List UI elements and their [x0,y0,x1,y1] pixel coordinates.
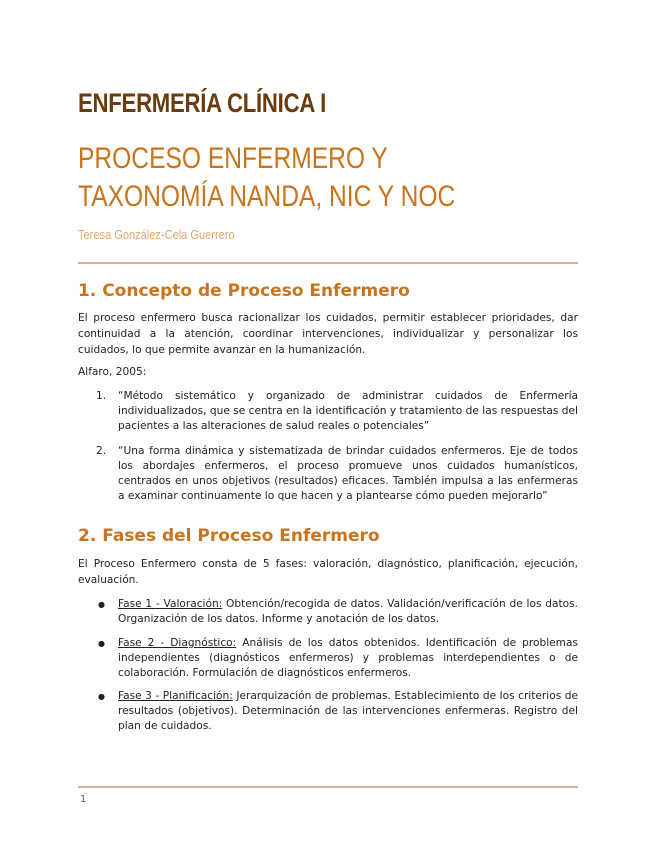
bullet-icon: ● [98,692,105,701]
numbered-item [96,444,578,504]
bullet-item [98,597,578,627]
phase-text: Jerarquización de problemas. Establecimiento de los criterios de resultados (objetivos). Determinación de las intervenciones enfermeras. Registro del plan de cuidados. [118,690,578,732]
item-number: 1. [96,390,107,402]
phase-label: Fase 1 - Valoración: [118,598,223,610]
bullet-item [98,636,578,681]
phase-text: Análisis de los datos obtenidos. Identificación de problemas independientes (diagnósticos enfermeros) y problemas interdependientes o de colaboración. Formulación de diagnósticos enfermeros. [118,637,578,679]
bullet-icon: ● [98,639,105,648]
item-text: “Método sistemático y organizado de administrar cuidados de Enfermería individualizados, que se centra en la identificación y tratamiento de las respuestas del pacientes a las alteraciones de salud reales o potenciales” [118,390,578,432]
section-2-intro: El Proceso Enfermero consta de 5 fases: valoración, diagnóstico, planificación, ejecución, evaluación. [78,558,578,586]
page-number: 1 [80,794,87,805]
item-text: “Una forma dinámica y sistematizada de brindar cuidados enfermeros. Eje de todos los abordajes enfermeros, el proceso promueve unos cuidados humanísticos, centrados en unos objetivos (resultados) eficaces. También impulsa a las enfermeras a examinar continuamente lo que hacen y a plantearse cómo pueden mejorarlo” [118,445,578,502]
header-divider [78,262,578,264]
numbered-item [96,389,578,434]
phase-label: Fase 3 - Planificación: [118,690,233,702]
document-title: PROCESO ENFERMERO Y TAXONOMÍA NANDA, NIC Y NOC [78,142,456,213]
bullet-item [98,689,578,734]
section-1-heading: 1. Concepto de Proceso Enfermero [78,281,410,301]
phase-text: Obtención/recogida de datos. Validación/verificación de los datos. Organización de los datos. Informe y anotación de los datos. [118,598,578,625]
phase-label: Fase 2 - Diagnóstico: [118,637,237,649]
author-name: Teresa González-Cela Guerrero [78,227,235,242]
bullet-icon: ● [98,600,105,609]
footer-divider [78,786,578,788]
section-2-heading: 2. Fases del Proceso Enfermero [78,526,380,546]
citation: Alfaro, 2005: [78,366,147,378]
section-1-intro: El proceso enfermero busca racionalizar los cuidados, permitir establecer prioridades, dar continuidad a la atención, coordinar intervenciones, individualizar y personalizar los cuidados, lo que permite avanzar en la humanización. [78,312,578,356]
item-number: 2. [96,445,107,457]
course-title: ENFERMERÍA CLÍNICA I [78,88,327,118]
